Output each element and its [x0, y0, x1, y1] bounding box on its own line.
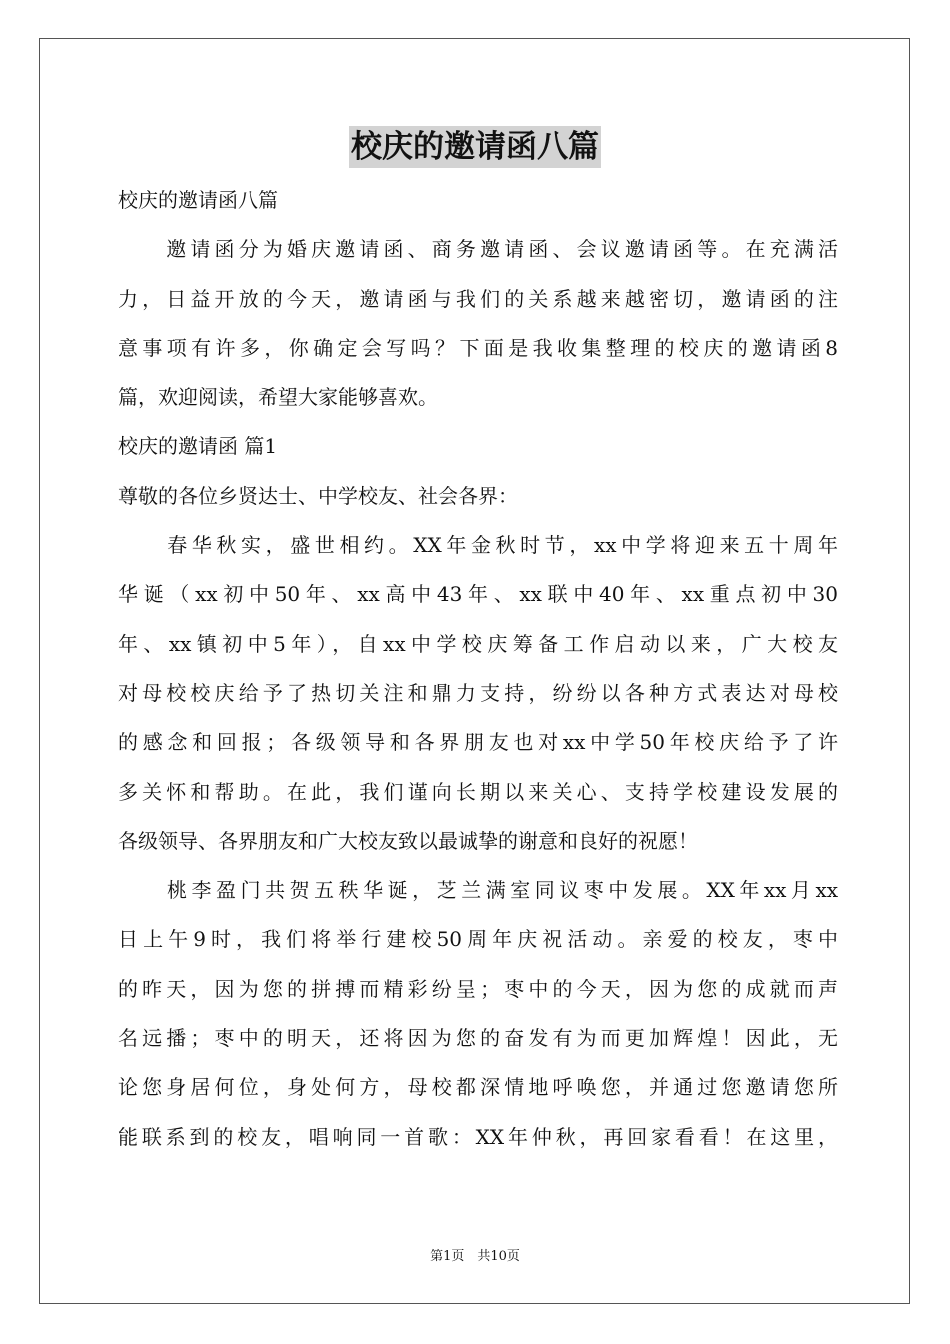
body-line: 力，日益开放的今天，邀请函与我们的关系越来越密切，邀请函的注: [118, 286, 838, 311]
body-line: 校庆的邀请函 篇1: [118, 434, 278, 459]
body-line: 的昨天，因为您的拼搏而精彩纷呈；枣中的今天，因为您的成就而声: [118, 976, 838, 1001]
body-line: 论您身居何位，身处何方，母校都深情地呼唤您，并通过您邀请您所: [118, 1075, 838, 1100]
body-line: 对母校校庆给予了热切关注和鼎力支持，纷纷以各种方式表达对母校: [118, 680, 838, 705]
body-line: 篇，欢迎阅读，希望大家能够喜欢。: [118, 385, 438, 410]
body-line: 各级领导、各界朋友和广大校友致以最诚挚的谢意和良好的祝愿！: [118, 828, 698, 853]
body-line: 校庆的邀请函八篇: [118, 188, 278, 212]
body-line: 日上午9时，我们将举行建校50周年庆祝活动。亲爱的校友，枣中: [118, 927, 838, 952]
body-line: 多关怀和帮助。在此，我们谨向长期以来关心、支持学校建设发展的: [118, 779, 838, 804]
title-area: [0, 126, 950, 168]
body-line: 名远播；枣中的明天，还将因为您的奋发有为而更加辉煌！因此，无: [118, 1026, 838, 1051]
body-line: 邀请函分为婚庆邀请函、商务邀请函、会议邀请函等。在充满活: [118, 237, 838, 262]
page-footer: 第1页 共10页: [430, 1249, 520, 1264]
body-line: 年、xx镇初中5年），自xx中学校庆筹备工作启动以来，广大校友: [118, 631, 838, 656]
body-line: 桃李盈门共贺五秩华诞，芝兰满室同议枣中发展。XX年xx月xx: [118, 878, 838, 903]
body-line: 的感念和回报；各级领导和各界朋友也对xx中学50年校庆给予了许: [118, 730, 838, 755]
body-line: 能联系到的校友，唱响同一首歌：XX年仲秋，再回家看看！在这里，: [118, 1124, 838, 1149]
document-title: 校庆的邀请函八篇: [349, 126, 601, 168]
body-line: 意事项有许多，你确定会写吗？下面是我收集整理的校庆的邀请函8: [118, 335, 838, 360]
body-line: 春华秋实，盛世相约。XX年金秋时节，xx中学将迎来五十周年: [118, 533, 838, 558]
document-body: [118, 176, 838, 1162]
body-line: 尊敬的各位乡贤达士、中学校友、社会各界：: [118, 483, 518, 508]
body-line: 华诞（xx初中50年、xx高中43年、xx联中40年、xx重点初中30: [118, 582, 838, 607]
